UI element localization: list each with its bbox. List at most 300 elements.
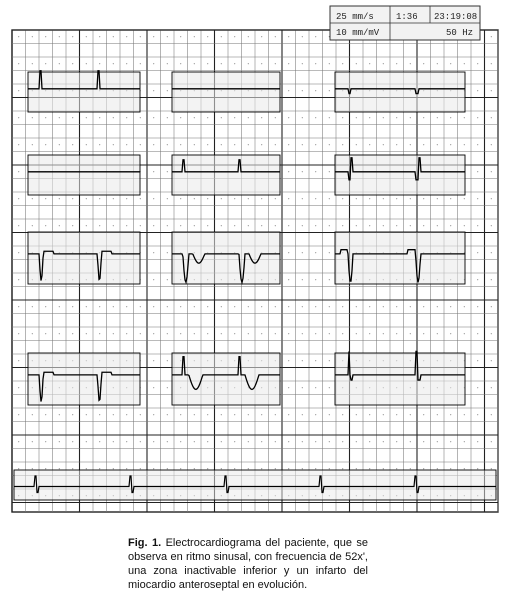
grid-dot xyxy=(153,468,154,469)
grid-dot xyxy=(356,414,357,415)
grid-dot xyxy=(396,225,397,226)
grid-dot xyxy=(275,414,276,415)
grid-dot xyxy=(45,333,46,334)
lead-box xyxy=(335,72,465,112)
grid-dot xyxy=(261,198,262,199)
grid-dot xyxy=(45,63,46,64)
grid-dot xyxy=(194,144,195,145)
grid-dot xyxy=(464,225,465,226)
caption-label: Fig. 1. xyxy=(128,537,162,549)
grid-dot xyxy=(477,90,478,91)
lead-trace xyxy=(335,155,465,195)
grid-dot xyxy=(86,414,87,415)
grid-dot xyxy=(207,306,208,307)
grid-dot xyxy=(221,117,222,118)
grid-dot xyxy=(369,441,370,442)
grid-dot xyxy=(167,144,168,145)
grid-dot xyxy=(72,117,73,118)
grid-dot xyxy=(261,441,262,442)
grid-dot xyxy=(261,306,262,307)
grid-dot xyxy=(450,117,451,118)
grid-dot xyxy=(140,333,141,334)
grid-dot xyxy=(86,225,87,226)
grid-dot xyxy=(464,144,465,145)
grid-dot xyxy=(302,279,303,280)
grid-dot xyxy=(383,333,384,334)
grid-dot xyxy=(477,441,478,442)
grid-dot xyxy=(275,117,276,118)
grid-dot xyxy=(288,414,289,415)
grid-dot xyxy=(315,117,316,118)
grid-dot xyxy=(99,63,100,64)
grid-dot xyxy=(207,198,208,199)
grid-dot xyxy=(45,36,46,37)
grid-dot xyxy=(113,117,114,118)
grid-dot xyxy=(234,117,235,118)
header-time-a: 1:36 xyxy=(396,12,418,22)
grid-dot xyxy=(32,414,33,415)
grid-dot xyxy=(491,387,492,388)
grid-dot xyxy=(464,441,465,442)
grid-dot xyxy=(167,225,168,226)
grid-dot xyxy=(99,225,100,226)
grid-dot xyxy=(167,36,168,37)
grid-dot xyxy=(234,333,235,334)
grid-dot xyxy=(140,225,141,226)
grid-dot xyxy=(437,198,438,199)
grid-dot xyxy=(288,63,289,64)
grid-dot xyxy=(477,117,478,118)
grid-dot xyxy=(167,63,168,64)
grid-dot xyxy=(113,225,114,226)
grid-dot xyxy=(194,468,195,469)
grid-dot xyxy=(288,279,289,280)
grid-dot xyxy=(113,441,114,442)
grid-dot xyxy=(383,468,384,469)
grid-dot xyxy=(329,468,330,469)
grid-dot xyxy=(302,117,303,118)
grid-dot xyxy=(113,198,114,199)
grid-dot xyxy=(153,225,154,226)
grid-dot xyxy=(86,63,87,64)
grid-dot xyxy=(153,144,154,145)
grid-dot xyxy=(59,36,60,37)
grid-dot xyxy=(72,63,73,64)
grid-dot xyxy=(126,144,127,145)
grid-dot xyxy=(126,225,127,226)
grid-dot xyxy=(369,63,370,64)
lead-trace xyxy=(335,72,465,112)
grid-dot xyxy=(45,198,46,199)
grid-dot xyxy=(32,117,33,118)
grid-dot xyxy=(234,414,235,415)
grid-dot xyxy=(396,144,397,145)
grid-dot xyxy=(99,306,100,307)
grid-dot xyxy=(477,468,478,469)
grid-dot xyxy=(356,306,357,307)
grid-dot xyxy=(221,414,222,415)
grid-dot xyxy=(167,279,168,280)
grid-dot xyxy=(18,252,19,253)
grid-dot xyxy=(99,333,100,334)
grid-dot xyxy=(423,333,424,334)
grid-dot xyxy=(329,333,330,334)
grid-dot xyxy=(477,360,478,361)
lead-trace xyxy=(172,155,280,195)
grid-dot xyxy=(275,333,276,334)
grid-dot xyxy=(329,279,330,280)
grid-dot xyxy=(491,171,492,172)
grid-dot xyxy=(288,252,289,253)
grid-dot xyxy=(221,36,222,37)
grid-dot xyxy=(302,225,303,226)
grid-dot xyxy=(450,414,451,415)
grid-dot xyxy=(248,468,249,469)
grid-dot xyxy=(194,414,195,415)
grid-dot xyxy=(261,414,262,415)
grid-dot xyxy=(207,117,208,118)
grid-dot xyxy=(261,333,262,334)
grid-dot xyxy=(342,306,343,307)
grid-dot xyxy=(59,144,60,145)
grid-dot xyxy=(369,117,370,118)
grid-dot xyxy=(450,198,451,199)
grid-dot xyxy=(477,414,478,415)
grid-dot xyxy=(356,144,357,145)
grid-dot xyxy=(194,441,195,442)
grid-dot xyxy=(248,117,249,118)
figure-caption xyxy=(128,536,368,592)
grid-dot xyxy=(302,144,303,145)
grid-dot xyxy=(59,198,60,199)
grid-dot xyxy=(99,414,100,415)
lead-trace xyxy=(28,353,140,405)
grid-dot xyxy=(302,171,303,172)
grid-dot xyxy=(329,117,330,118)
grid-dot xyxy=(315,414,316,415)
grid-dot xyxy=(329,252,330,253)
grid-dot xyxy=(18,387,19,388)
grid-dot xyxy=(86,144,87,145)
lead-trace xyxy=(172,232,280,284)
grid-dot xyxy=(437,441,438,442)
grid-dot xyxy=(342,144,343,145)
grid-dot xyxy=(221,441,222,442)
grid-dot xyxy=(140,414,141,415)
lead-box xyxy=(335,155,465,195)
grid-dot xyxy=(369,225,370,226)
grid-dot xyxy=(126,117,127,118)
grid-dot xyxy=(288,360,289,361)
grid-dot xyxy=(410,333,411,334)
grid-dot xyxy=(126,441,127,442)
grid-dot xyxy=(477,279,478,280)
grid-dot xyxy=(450,306,451,307)
grid-dot xyxy=(437,144,438,145)
grid-dot xyxy=(342,63,343,64)
grid-dot xyxy=(342,225,343,226)
grid-dot xyxy=(194,117,195,118)
grid-dot xyxy=(18,198,19,199)
grid-dot xyxy=(59,468,60,469)
grid-dot xyxy=(410,198,411,199)
grid-dot xyxy=(248,441,249,442)
grid-dot xyxy=(302,198,303,199)
grid-dot xyxy=(45,441,46,442)
grid-dot xyxy=(194,198,195,199)
grid-dot xyxy=(180,333,181,334)
grid-dot xyxy=(153,441,154,442)
grid-dot xyxy=(99,441,100,442)
grid-dot xyxy=(248,144,249,145)
grid-dot xyxy=(167,387,168,388)
grid-dot xyxy=(302,36,303,37)
grid-dot xyxy=(315,306,316,307)
grid-dot xyxy=(275,225,276,226)
grid-dot xyxy=(356,198,357,199)
grid-dot xyxy=(86,117,87,118)
grid-dot xyxy=(491,279,492,280)
grid-dot xyxy=(32,198,33,199)
grid-dot xyxy=(315,468,316,469)
grid-dot xyxy=(342,468,343,469)
grid-dot xyxy=(221,198,222,199)
grid-dot xyxy=(356,63,357,64)
grid-dot xyxy=(491,36,492,37)
grid-dot xyxy=(167,414,168,415)
grid-dot xyxy=(221,63,222,64)
grid-dot xyxy=(288,387,289,388)
grid-dot xyxy=(329,198,330,199)
grid-dot xyxy=(288,468,289,469)
grid-dot xyxy=(113,468,114,469)
grid-dot xyxy=(72,36,73,37)
grid-dot xyxy=(234,144,235,145)
ecg-header xyxy=(330,6,480,40)
grid-dot xyxy=(491,360,492,361)
grid-dot xyxy=(180,225,181,226)
grid-dot xyxy=(113,306,114,307)
grid-dot xyxy=(410,414,411,415)
grid-dot xyxy=(248,414,249,415)
grid-dot xyxy=(167,252,168,253)
grid-dot xyxy=(491,63,492,64)
lead-trace xyxy=(172,72,280,112)
lead-trace xyxy=(28,232,140,284)
grid-dot xyxy=(126,414,127,415)
grid-dot xyxy=(18,90,19,91)
grid-dot xyxy=(18,144,19,145)
grid-dot xyxy=(491,333,492,334)
grid-dot xyxy=(450,63,451,64)
lead-box xyxy=(28,232,140,284)
grid-dot xyxy=(302,90,303,91)
grid-dot xyxy=(491,306,492,307)
grid-dot xyxy=(153,117,154,118)
grid-dot xyxy=(491,117,492,118)
grid-dot xyxy=(423,414,424,415)
grid-dot xyxy=(45,468,46,469)
grid-dot xyxy=(261,144,262,145)
grid-dot xyxy=(396,441,397,442)
grid-dot xyxy=(450,225,451,226)
grid-dot xyxy=(32,468,33,469)
grid-dot xyxy=(288,171,289,172)
grid-dot xyxy=(288,306,289,307)
grid-dot xyxy=(464,468,465,469)
grid-dot xyxy=(315,252,316,253)
grid-dot xyxy=(32,306,33,307)
grid-dot xyxy=(315,171,316,172)
grid-dot xyxy=(450,333,451,334)
grid-dot xyxy=(59,225,60,226)
grid-dot xyxy=(261,468,262,469)
grid-dot xyxy=(207,441,208,442)
grid-dot xyxy=(288,36,289,37)
grid-dot xyxy=(275,63,276,64)
lead-box xyxy=(28,353,140,405)
grid-dot xyxy=(32,441,33,442)
lead-box xyxy=(28,72,140,112)
grid-dot xyxy=(329,90,330,91)
grid-dot xyxy=(72,333,73,334)
grid-dot xyxy=(248,36,249,37)
grid-dot xyxy=(180,306,181,307)
grid-dot xyxy=(18,333,19,334)
grid-dot xyxy=(180,36,181,37)
grid-dot xyxy=(288,441,289,442)
grid-dot xyxy=(153,252,154,253)
grid-dot xyxy=(423,117,424,118)
grid-dot xyxy=(140,306,141,307)
grid-dot xyxy=(194,225,195,226)
grid-dot xyxy=(329,63,330,64)
grid-dot xyxy=(234,225,235,226)
grid-dot xyxy=(126,63,127,64)
grid-dot xyxy=(383,198,384,199)
grid-dot xyxy=(207,63,208,64)
grid-dot xyxy=(423,198,424,199)
lead-box xyxy=(335,353,465,405)
grid-dot xyxy=(99,198,100,199)
grid-dot xyxy=(18,306,19,307)
grid-dot xyxy=(45,225,46,226)
lead-trace xyxy=(335,232,465,284)
grid-dot xyxy=(72,441,73,442)
grid-dot xyxy=(315,36,316,37)
grid-dot xyxy=(167,198,168,199)
grid-dot xyxy=(477,144,478,145)
grid-dot xyxy=(153,360,154,361)
lead-box xyxy=(172,72,280,112)
grid-dot xyxy=(86,36,87,37)
grid-dot xyxy=(329,306,330,307)
grid-dot xyxy=(140,198,141,199)
caption-text: Electrocardiograma del paciente, que se observa en ritmo sinusal, con frecuencia de 52x', una zona inactivable inferior y un infarto del miocardio anteroseptal en evolución. xyxy=(128,537,368,591)
grid-dot xyxy=(221,333,222,334)
lead-box xyxy=(28,155,140,195)
grid-dot xyxy=(140,468,141,469)
lead-box xyxy=(335,232,465,284)
grid-dot xyxy=(153,36,154,37)
grid-dot xyxy=(275,144,276,145)
grid-dot xyxy=(477,225,478,226)
grid-dot xyxy=(248,225,249,226)
grid-dot xyxy=(140,36,141,37)
grid-dot xyxy=(86,333,87,334)
grid-dot xyxy=(167,306,168,307)
grid-dot xyxy=(59,414,60,415)
grid-dot xyxy=(275,198,276,199)
grid-dot xyxy=(356,225,357,226)
grid-dot xyxy=(261,36,262,37)
grid-dot xyxy=(248,333,249,334)
grid-dot xyxy=(32,144,33,145)
grid-dot xyxy=(86,441,87,442)
grid-dot xyxy=(288,225,289,226)
grid-dot xyxy=(59,117,60,118)
grid-dot xyxy=(140,441,141,442)
header-time-b: 23:19:08 xyxy=(434,12,478,22)
grid-dot xyxy=(437,63,438,64)
grid-dot xyxy=(315,198,316,199)
grid-dot xyxy=(410,63,411,64)
grid-dot xyxy=(221,468,222,469)
grid-dot xyxy=(491,252,492,253)
grid-dot xyxy=(72,468,73,469)
grid-dot xyxy=(315,387,316,388)
grid-dot xyxy=(18,117,19,118)
grid-dot xyxy=(423,144,424,145)
grid-dot xyxy=(167,90,168,91)
grid-dot xyxy=(342,198,343,199)
grid-dot xyxy=(261,63,262,64)
grid-dot xyxy=(59,306,60,307)
grid-dot xyxy=(207,36,208,37)
grid-dot xyxy=(99,36,100,37)
grid-dot xyxy=(180,441,181,442)
grid-dot xyxy=(18,360,19,361)
grid-dot xyxy=(315,333,316,334)
grid-dot xyxy=(194,63,195,64)
grid-dot xyxy=(153,414,154,415)
grid-dot xyxy=(369,198,370,199)
grid-dot xyxy=(369,333,370,334)
grid-dot xyxy=(72,144,73,145)
grid-dot xyxy=(167,117,168,118)
grid-dot xyxy=(464,198,465,199)
grid-dot xyxy=(45,414,46,415)
lead-box xyxy=(172,353,280,405)
grid-dot xyxy=(315,441,316,442)
grid-dot xyxy=(180,63,181,64)
grid-dot xyxy=(234,468,235,469)
grid-dot xyxy=(288,90,289,91)
grid-dot xyxy=(302,333,303,334)
grid-dot xyxy=(302,414,303,415)
grid-dot xyxy=(234,441,235,442)
grid-dot xyxy=(275,306,276,307)
grid-dot xyxy=(302,441,303,442)
grid-dot xyxy=(113,63,114,64)
grid-dot xyxy=(153,333,154,334)
grid-dot xyxy=(153,90,154,91)
grid-dot xyxy=(275,36,276,37)
grid-dot xyxy=(113,414,114,415)
grid-dot xyxy=(491,225,492,226)
grid-dot xyxy=(113,36,114,37)
grid-dot xyxy=(180,144,181,145)
